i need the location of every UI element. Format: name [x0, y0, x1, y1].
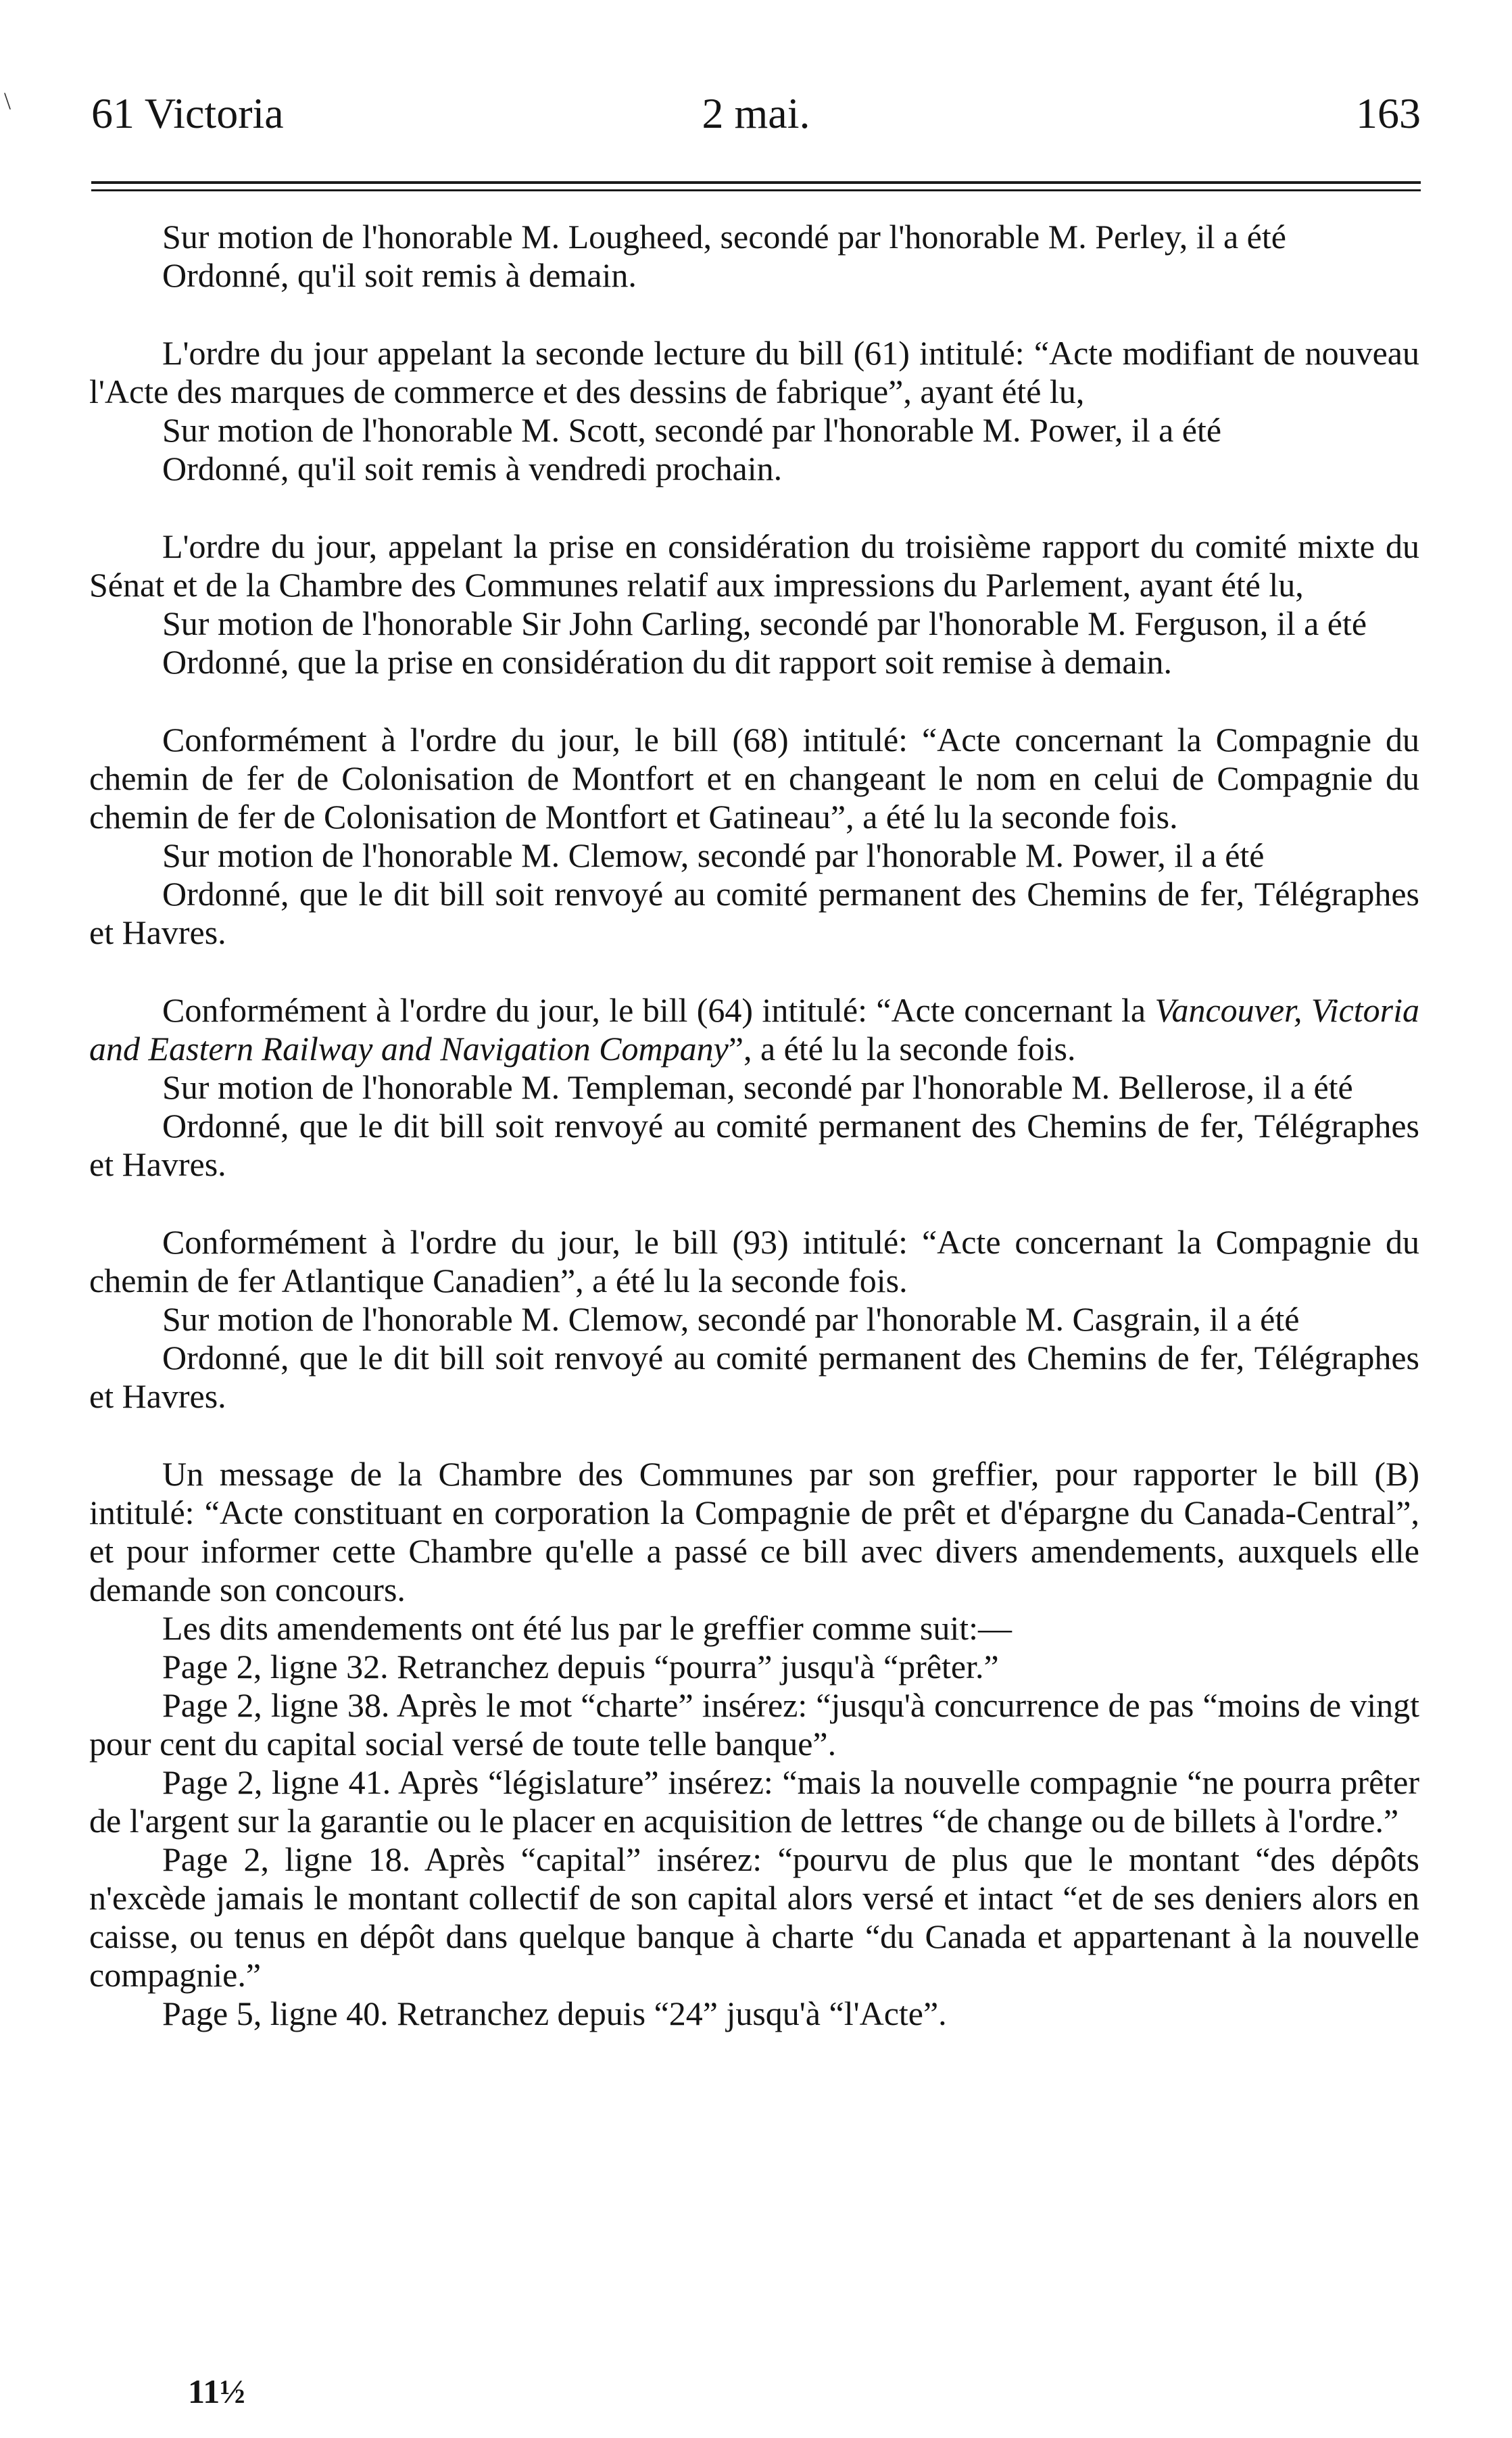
p7-amendments-intro: Les dits amendements ont été lus par le greffier comme suit:—	[162, 1609, 1013, 1647]
amendment-1: Page 2, ligne 32. Retranchez depuis “pourra” jusqu'à “prêter.”	[162, 1648, 999, 1686]
journal-body	[89, 218, 1419, 2033]
signature-mark: 11½	[188, 2372, 245, 2410]
p2-order-of-day: L'ordre du jour appelant la seconde lecture du bill (61) intitulé: “Acte modifiant de nouveau l'Acte des marques de commerce et des dessins de fabrique”, ayant été lu,	[89, 334, 1419, 410]
corner-mark: \	[4, 87, 11, 114]
p5-motion: Sur motion de l'honorable M. Templeman, secondé par l'honorable M. Bellerose, il a été	[162, 1068, 1353, 1106]
p5-tail: ”, a été lu la seconde fois.	[728, 1030, 1076, 1068]
p5-order: Ordonné, que le dit bill soit renvoyé au comité permanent des Chemins de fer, Télégraphes et Havres.	[89, 1107, 1419, 1183]
p2-motion: Sur motion de l'honorable M. Scott, secondé par l'honorable M. Power, il a été	[162, 411, 1222, 449]
p4-order: Ordonné, que le dit bill soit renvoyé au comité permanent des Chemins de fer, Télégraphes et Havres.	[89, 875, 1419, 951]
p6-order: Ordonné, que le dit bill soit renvoyé au comité permanent des Chemins de fer, Télégraphes et Havres.	[89, 1339, 1419, 1415]
p3-order-of-day: L'ordre du jour, appelant la prise en considération du troisième rapport du comité mixte du Sénat et de la Chambre des Communes relatif aux impressions du Parlement, ayant été lu,	[89, 527, 1419, 604]
header-date: 2 mai.	[702, 89, 810, 137]
p4-motion: Sur motion de l'honorable M. Clemow, secondé par l'honorable M. Power, il a été	[162, 836, 1265, 874]
page-number: 163	[1356, 89, 1421, 137]
amendment-2: Page 2, ligne 38. Après le mot “charte” insérez: “jusqu'à concurrence de pas “moins de vingt pour cent du capital social versé de toute telle banque”.	[89, 1686, 1419, 1763]
p4-bill-68: Conformément à l'ordre du jour, le bill (68) intitulé: “Acte concernant la Compagnie du chemin de fer de Colonisation de Montfort et en changeant le nom en celui de Compagnie du chemin de fer de Colonisation de Montfort et Gatineau”, a été lu la seconde fois.	[89, 721, 1419, 836]
header-rule-top	[91, 181, 1421, 184]
p3-motion: Sur motion de l'honorable Sir John Carling, secondé par l'honorable M. Ferguson, il a été	[162, 604, 1367, 642]
p5-bill-64	[89, 991, 1419, 1068]
header-rule-bottom	[91, 189, 1421, 191]
p3-order: Ordonné, que la prise en considération du dit rapport soit remise à demain.	[162, 643, 1173, 681]
p2-order: Ordonné, qu'il soit remis à vendredi prochain.	[162, 450, 783, 487]
amendment-5: Page 5, ligne 40. Retranchez depuis “24” jusqu'à “l'Acte”.	[162, 1994, 947, 2032]
p5-company-name: Vancouver, Victoria and Eastern Railway and Navigation Company	[89, 991, 1419, 1068]
p1-motion: Sur motion de l'honorable M. Lougheed, secondé par l'honorable M. Perley, il a été	[162, 218, 1286, 256]
header-session: 61 Victoria	[91, 89, 284, 137]
amendment-3: Page 2, ligne 41. Après “législature” insérez: “mais la nouvelle compagnie “ne pourra prêter de l'argent sur la garantie ou le placer en acquisition de lettres “de change ou de billets à l'ordre.”	[89, 1763, 1419, 1840]
p5-intro: Conformément à l'ordre du jour, le bill (64) intitulé: “Acte concernant la	[162, 991, 1146, 1029]
p6-bill-93: Conformément à l'ordre du jour, le bill (93) intitulé: “Acte concernant la Compagnie du chemin de fer Atlantique Canadien”, a été lu la seconde fois.	[89, 1223, 1419, 1299]
running-header	[91, 87, 1421, 141]
p7-message: Un message de la Chambre des Communes par son greffier, pour rapporter le bill (B) intitulé: “Acte constituant en corporation la Compagnie de prêt et d'épargne du Canada-Central”, et pour informer cette Chambre qu'elle a passé ce bill avec divers amendements, auxquels elle demande son concours.	[89, 1455, 1419, 1608]
p1-order: Ordonné, qu'il soit remis à demain.	[162, 256, 637, 294]
p6-motion: Sur motion de l'honorable M. Clemow, secondé par l'honorable M. Casgrain, il a été	[162, 1300, 1300, 1338]
amendment-4: Page 2, ligne 18. Après “capital” insérez: “pourvu de plus que le montant “des dépôts n'excède jamais le montant collectif de son capital alors versé et intact “et de ses deniers alors en caisse, ou tenus en dépôt dans quelque banque à charte “du Canada et appartenant à la nouvelle compagnie.”	[89, 1840, 1419, 1994]
